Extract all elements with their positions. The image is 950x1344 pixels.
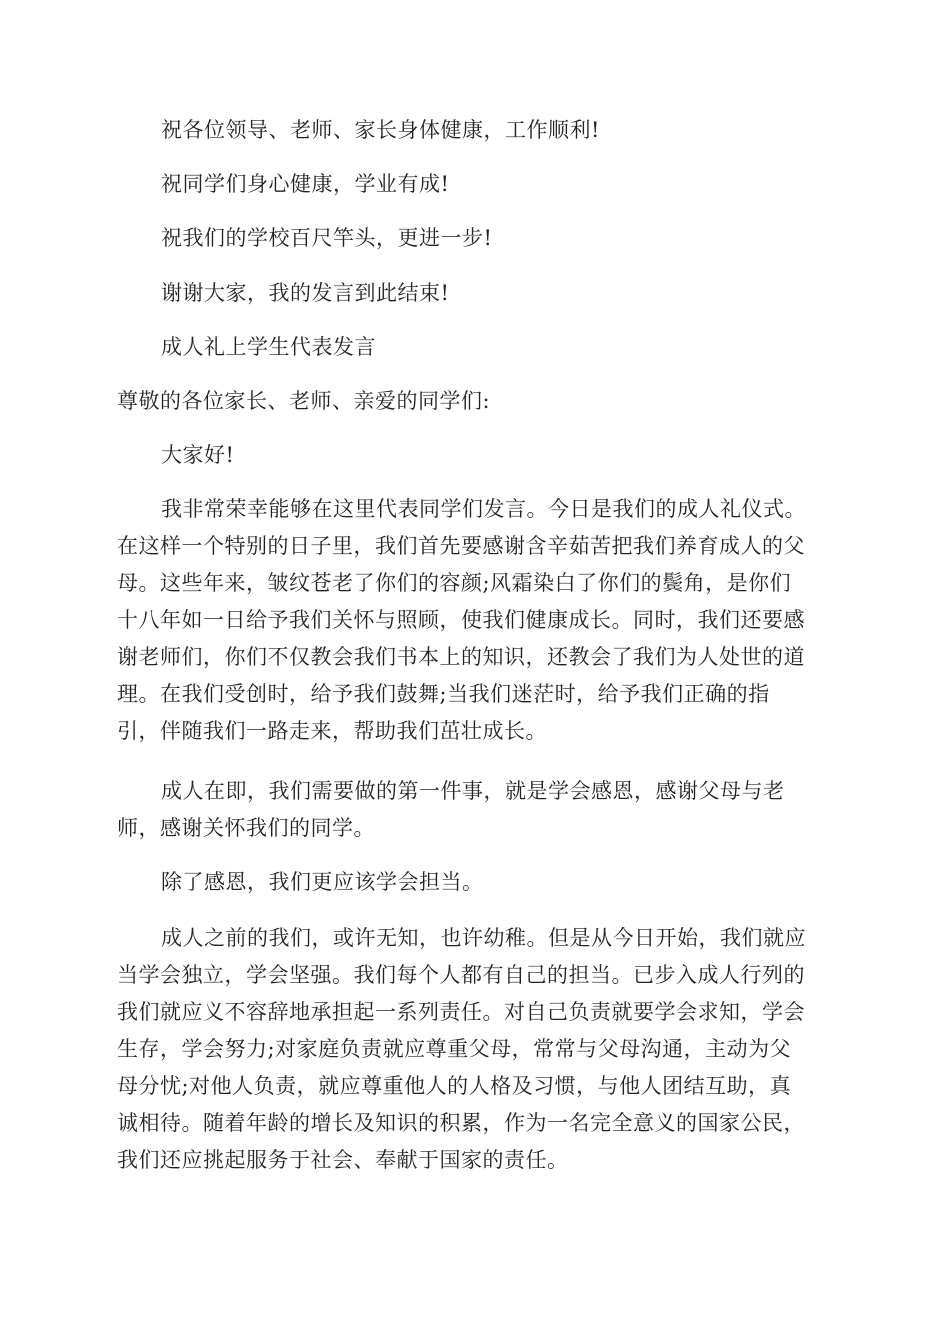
closing-thanks bbox=[117, 275, 877, 312]
text-line: 师，感谢关怀我们的同学。 bbox=[117, 816, 375, 840]
paragraph-learn-responsibility bbox=[117, 864, 877, 901]
closing-wish-school bbox=[117, 220, 877, 257]
text-line: 当学会独立，学会坚强。我们每个人都有自己的担当。已步入成人行列的 bbox=[117, 963, 805, 987]
text-line: 我们还应挑起服务于社会、奉献于国家的责任。 bbox=[117, 1148, 569, 1172]
text-line: 谢谢大家，我的发言到此结束! bbox=[161, 281, 450, 305]
text-line: 母。这些年来，皱纹苍老了你们的容颜;风霜染白了你们的鬓角，是你们 bbox=[117, 571, 792, 595]
text-line: 诚相待。随着年龄的增长及知识的积累，作为一名完全意义的国家公民， bbox=[117, 1111, 805, 1135]
closing-wish-leaders bbox=[117, 112, 877, 149]
text-line: 理。在我们受创时，给予我们鼓舞;当我们迷茫时，给予我们正确的指 bbox=[117, 682, 770, 706]
text-line: 成人之前的我们，或许无知，也许幼稚。但是从今日开始，我们就应 bbox=[161, 926, 806, 950]
text-line: 尊敬的各位家长、老师、亲爱的同学们: bbox=[117, 389, 491, 413]
text-line: 我们就应义不容辞地承担起一系列责任。对自己负责就要学会求知，学会 bbox=[117, 1000, 805, 1024]
text-line: 大家好! bbox=[161, 443, 235, 467]
text-line: 成人礼上学生代表发言 bbox=[161, 335, 376, 359]
text-line: 祝我们的学校百尺竿头，更进一步! bbox=[161, 226, 493, 250]
paragraph-learn-gratitude bbox=[117, 773, 833, 847]
text-line: 除了感恩，我们更应该学会担当。 bbox=[161, 870, 484, 894]
text-line: 成人在即，我们需要做的第一件事，就是学会感恩，感谢父母与老 bbox=[161, 779, 785, 803]
text-line: 母分忧;对他人负责，就应尊重他人的人格及习惯，与他人团结互助，真 bbox=[117, 1074, 792, 1098]
text-line: 祝同学们身心健康，学业有成! bbox=[161, 172, 450, 196]
text-line: 生存，学会努力;对家庭负责就应尊重父母，常常与父母沟通，主动为父 bbox=[117, 1037, 792, 1061]
greeting bbox=[117, 437, 877, 474]
text-line: 我非常荣幸能够在这里代表同学们发言。今日是我们的成人礼仪式。 bbox=[161, 497, 806, 521]
text-line: 引，伴随我们一路走来，帮助我们茁壮成长。 bbox=[117, 719, 547, 743]
salutation bbox=[117, 383, 833, 420]
paragraph-adult-responsibilities bbox=[117, 920, 833, 1179]
text-line: 在这样一个特别的日子里，我们首先要感谢含辛茹苦把我们养育成人的父 bbox=[117, 534, 805, 558]
section-title bbox=[117, 329, 877, 366]
paragraph-gratitude-parents-teachers bbox=[117, 491, 833, 750]
text-line: 谢老师们，你们不仅教会我们书本上的知识，还教会了我们为人处世的道 bbox=[117, 645, 805, 669]
text-line: 十八年如一日给予我们关怀与照顾，使我们健康成长。同时，我们还要感 bbox=[117, 608, 805, 632]
text-line: 祝各位领导、老师、家长身体健康，工作顺利! bbox=[161, 118, 600, 142]
closing-wish-students bbox=[117, 166, 877, 203]
